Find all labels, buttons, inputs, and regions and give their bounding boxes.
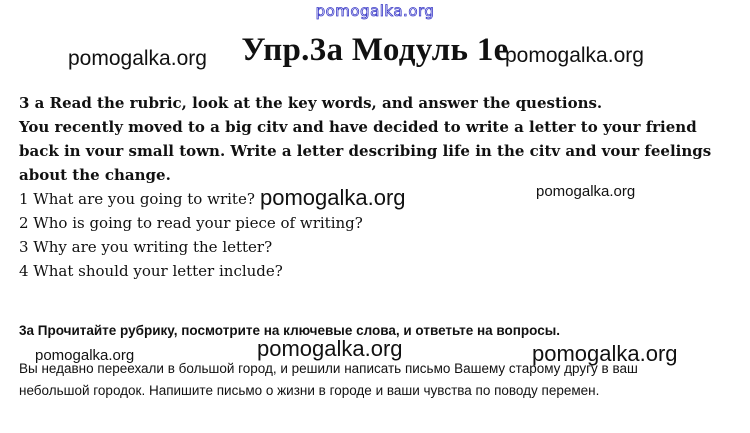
page-title: Упр.3а Модуль 1е <box>241 32 509 68</box>
watermark-mid-small: pomogalka.org <box>536 183 636 200</box>
question-1: 1 What are you going to write? <box>19 190 255 208</box>
question-2: 2 Who is going to read your piece of writing? <box>19 214 363 232</box>
watermark-title-right: pomogalka.org <box>505 44 644 67</box>
russian-line-2: небольшой городок. Напишите письмо о жизни в городе и ваши чувства по поводу перемен. <box>19 383 600 398</box>
watermark-lower-left: pomogalka.org <box>35 347 135 364</box>
task-line-english: 3 a Read the rubric, look at the key words, and answer the questions. <box>19 94 603 112</box>
question-4: 4 What should your letter include? <box>19 262 283 280</box>
watermark-title-left: pomogalka.org <box>68 47 207 70</box>
rubric-line: back in vour small town. Write a letter describing life in the citv and vour feelings <box>19 142 712 160</box>
rubric-line: about the change. <box>19 166 171 184</box>
watermark-mid-large: pomogalka.org <box>260 185 406 210</box>
question-3: 3 Why are you writing the letter? <box>19 238 273 256</box>
rubric-line: You recently moved to a big citv and have decided to write a letter to your friend <box>19 118 697 136</box>
watermark-top: pomogalka.org <box>315 2 435 20</box>
watermark-lower-mid: pomogalka.org <box>257 336 403 361</box>
russian-line-1: Вы недавно переехали в большой город, и решили написать письмо Вашему старому другу в ваш <box>19 361 638 376</box>
task-line-russian: 3а Прочитайте рубрику, посмотрите на ключевые слова, и ответьте на вопросы. <box>19 323 561 338</box>
watermark-lower-right: pomogalka.org <box>532 341 678 366</box>
